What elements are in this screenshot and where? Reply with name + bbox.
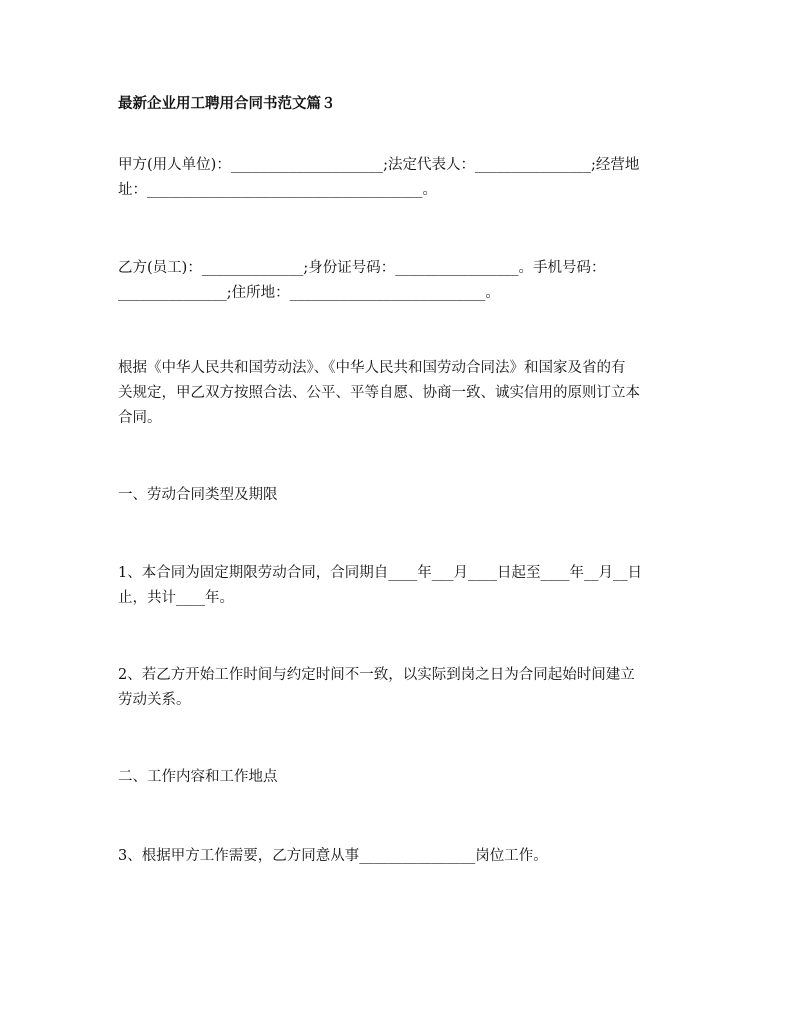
preamble-line-3: 合同。 bbox=[118, 410, 162, 426]
clause-3-line-1: 3、根据甲方工作需要，乙方同意从事________________岗位工作。 bbox=[118, 848, 548, 864]
preamble-line-2: 关规定，甲乙双方按照合法、公平、平等自愿、协商一致、诚实信用的原则订立本 bbox=[118, 385, 640, 401]
party-b-line-1: 乙方(员工)：______________;身份证号码：_________________。手机号码： bbox=[118, 260, 606, 276]
clause-2-line-2: 劳动关系。 bbox=[118, 692, 191, 708]
preamble-line-1: 根据《中华人民共和国劳动法》、《中华人民共和国劳动合同法》和国家及省的有 bbox=[118, 360, 626, 376]
clause-1-line-1: 1、本合同为固定期限劳动合同，合同期自____年___月____日起至____年__月__日 bbox=[118, 565, 642, 581]
party-b-line-2: _______________;住所地：___________________________。 bbox=[118, 285, 500, 301]
section-2-heading: 二、工作内容和工作地点 bbox=[118, 769, 278, 785]
section-1-heading: 一、劳动合同类型及期限 bbox=[118, 487, 278, 503]
clause-1-line-2: 止，共计____年。 bbox=[118, 590, 234, 606]
party-a-line-2: 址：______________________________________。 bbox=[118, 182, 437, 198]
clause-2-line-1: 2、若乙方开始工作时间与约定时间不一致，以实际到岗之日为合同起始时间建立 bbox=[118, 667, 635, 683]
party-a-line-1: 甲方(用人单位)：_____________________;法定代表人：________________;经营地 bbox=[118, 157, 640, 173]
document-title: 最新企业用工聘用合同书范文篇３ bbox=[118, 95, 336, 112]
